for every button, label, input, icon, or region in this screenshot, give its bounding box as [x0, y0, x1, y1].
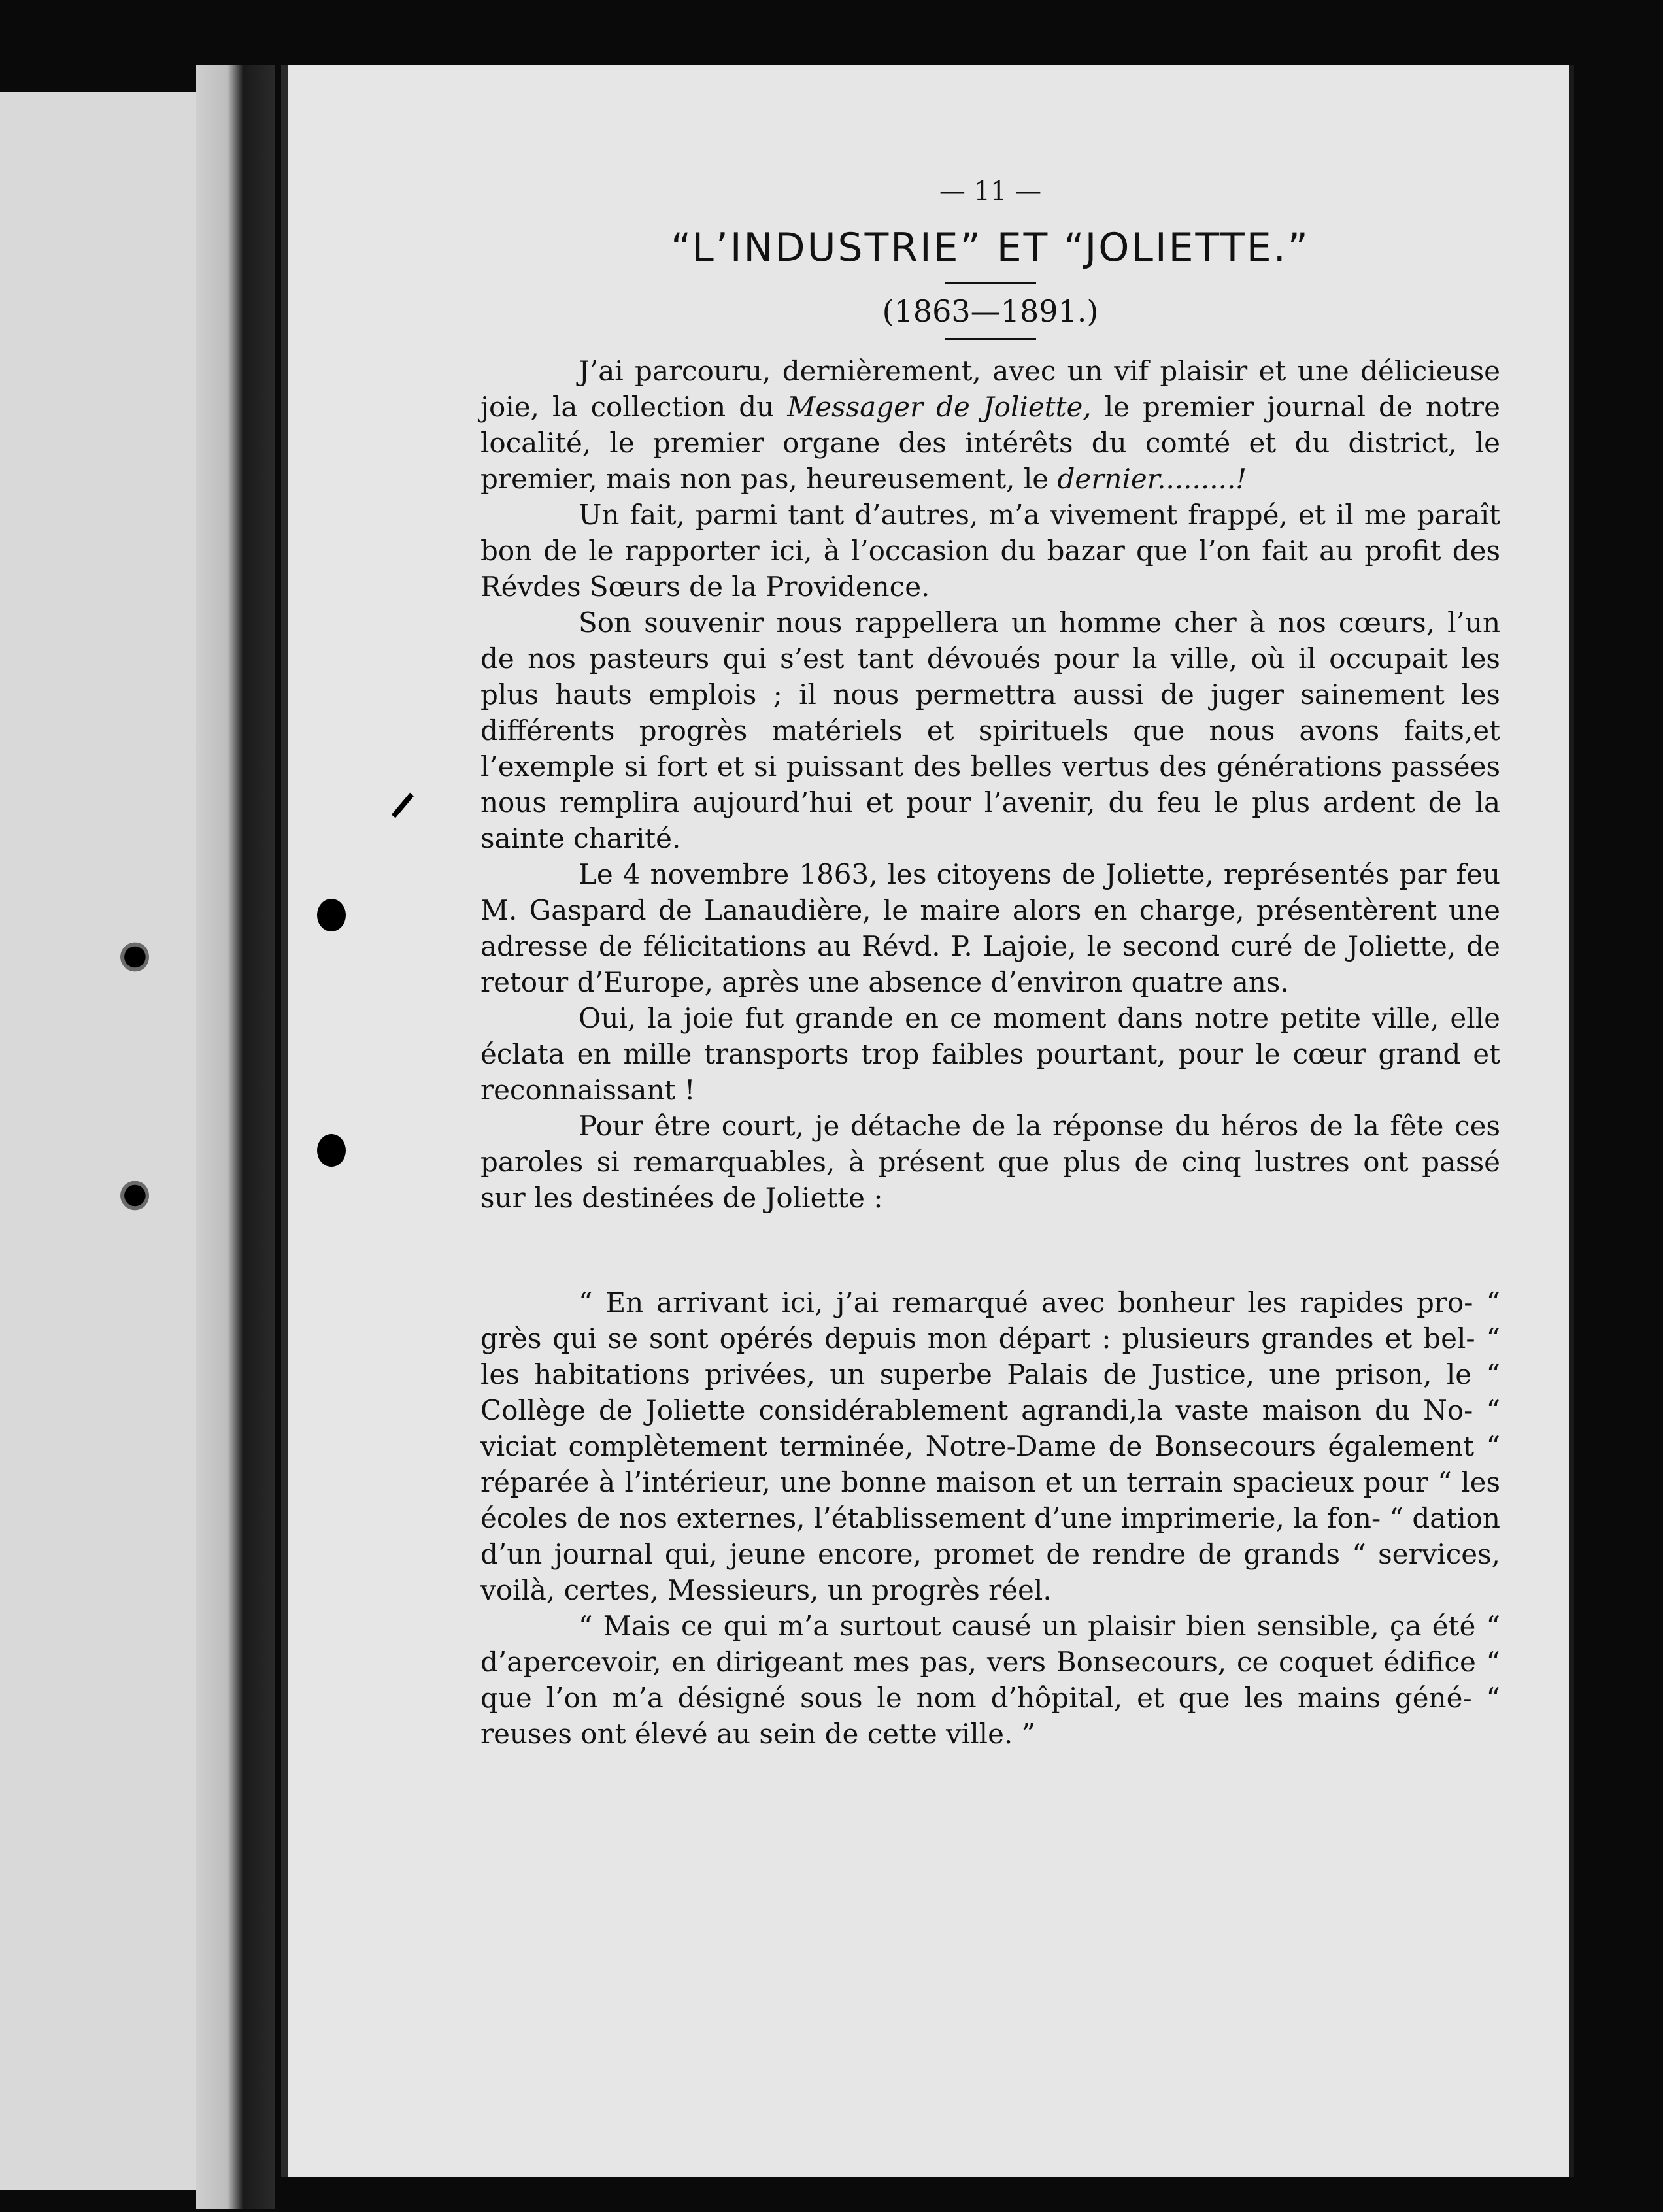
quote-2: “ Mais ce qui m’a surtout causé un plaisir bien sensible, ça été “ d’apercevoir, en dirigeant mes pas, vers Bonsecours, ce coquet édifice “ que l’on m’a désigné sous le nom d’hôpital, et que les mains géné- “ reuses ont élevé au sein de cette ville. ”: [480, 1610, 1500, 1750]
paragraph-4: Le 4 novembre 1863, les citoyens de Joliette, représentés par feu M. Gaspard de Lanaudière, le maire alors en charge, présentèrent une adresse de félicitations au Révd. P. Lajoie, le second curé de Joliette, de retour d’Europe, après une absence d’environ quatre ans.: [480, 858, 1500, 998]
binding-edge: [196, 65, 275, 2209]
paragraph-1-before: J’ai parcouru, dernièrement, avec un vif plaisir et une délicieuse joie, la collection du: [480, 355, 1500, 423]
punch-hole-top: [317, 899, 346, 931]
quote-1: “ En arrivant ici, j’ai remarqué avec bonheur les rapides pro- “ grès qui se sont opérés depuis mon départ : plusieurs grandes et bel- “ les habitations privées, un superbe Palais de Justice, une prison, le “ Collège de Joliette considérablement agrandi,la vaste maison du No- “ viciat complètement terminée, Notre-Dame de Bonsecours également “ réparée à l’intérieur, une bonne maison et un terrain spacieux pour “ les écoles de nos externes, l’établissement d’une imprimerie, la fon- “ dation d’un journal qui, jeune encore, promet de rendre de grands “ services, voilà, certes, Messieurs, un progrès réel.: [480, 1286, 1500, 1606]
paragraph-1: [480, 353, 1500, 497]
article: [480, 176, 1500, 1752]
article-dates: (1863—1891.): [882, 293, 1099, 329]
dates-rule: [945, 338, 1036, 340]
section-gap: [480, 1216, 1500, 1284]
title-rule: [945, 282, 1036, 284]
paragraph-1-italic: Messager de Joliette,: [787, 391, 1092, 423]
paragraph-5: Oui, la joie fut grande en ce moment dans notre petite ville, elle éclata en mille transports trop faibles pourtant, pour le cœur grand et reconnaissant !: [480, 1002, 1500, 1106]
paragraph-1-italic-2: dernier.........!: [1057, 463, 1247, 495]
article-title: “L’INDUSTRIE” ET “JOLIETTE.”: [671, 225, 1310, 271]
page-number: — 11 —: [939, 176, 1042, 207]
paragraph-6: Pour être court, je détache de la réponse du héros de la fête ces paroles si remarquables, à présent que plus de cinq lustres ont passé sur les destinées de Joliette :: [480, 1110, 1500, 1214]
paragraph-3: Son souvenir nous rappellera un homme cher à nos cœurs, l’un de nos pasteurs qui s’est tant dévoués pour la ville, où il occupait les plus hauts emplois ; il nous permettra aussi de juger sainement les différents progrès matériels et spirituels que nous avons faits,et l’exemple si fort et si puissant des belles vertus des générations passées nous remplira aujourd’hui et pour l’avenir, du feu le plus ardent de la sainte charité.: [480, 607, 1500, 854]
paragraph-1-after: le premier journal de notre localité, le premier organe des intérêts du comté et du district, le premier, mais non pas, heureusement, le: [480, 391, 1500, 495]
binder-ring-hole-bottom: [118, 1180, 149, 1211]
binder-ring-hole-top: [118, 941, 149, 973]
punch-hole-bottom: [317, 1134, 346, 1167]
paragraph-2: Un fait, parmi tant d’autres, m’a vivement frappé, et il me paraît bon de le rapporter ici, à l’occasion du bazar que l’on fait au profit des Révdes Sœurs de la Providence.: [480, 499, 1500, 603]
